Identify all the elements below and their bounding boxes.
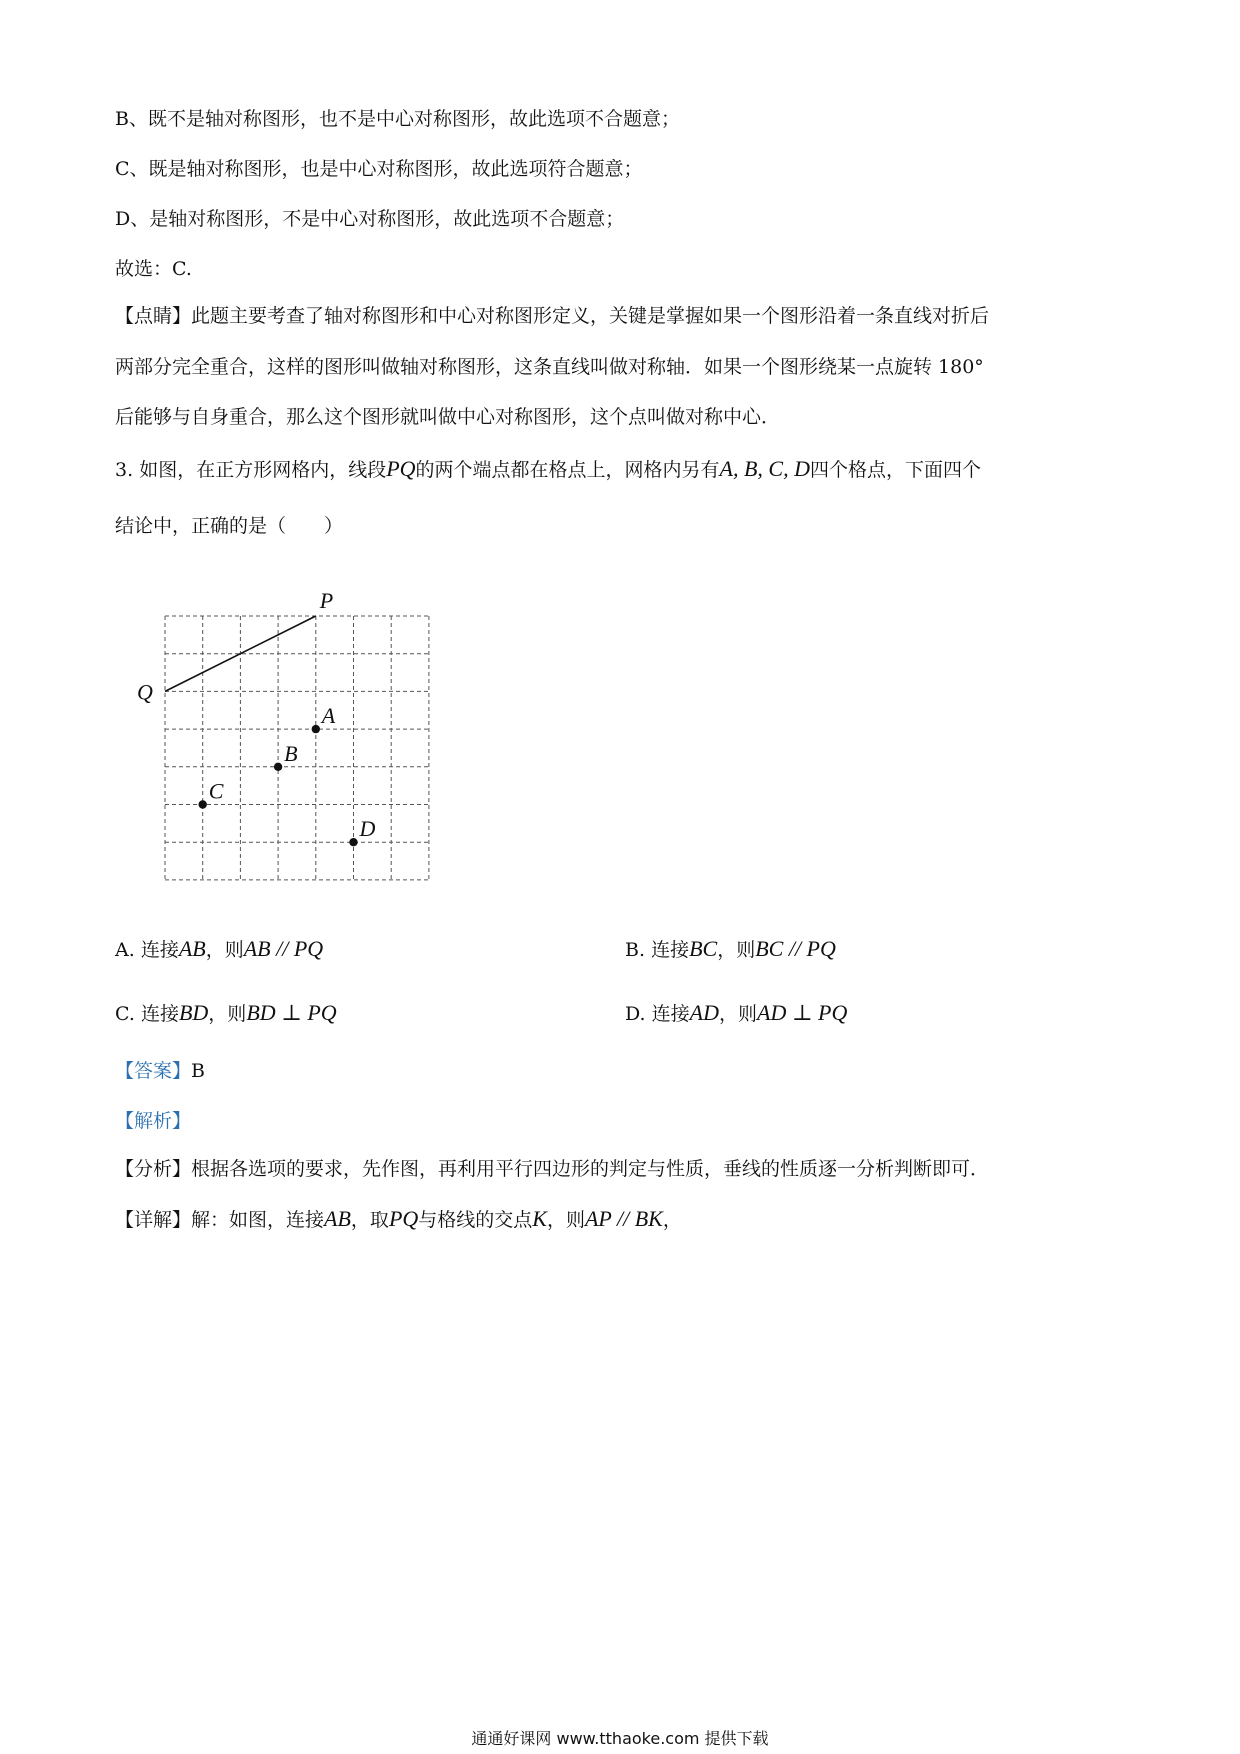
comment-line-3: 后能够与自身重合，那么这个图形就叫做中心对称图形，这个点叫做对称中心． — [115, 406, 781, 428]
detail-text-5: ， — [662, 1209, 682, 1231]
stem-text-a: 如图，在正方形网格内，线段 — [139, 459, 387, 481]
detail-text-1: 解：如图，连接 — [191, 1209, 325, 1231]
question-stem-2: 结论中，正确的是（ ） — [115, 515, 344, 537]
option-d-seg: AD — [689, 1000, 719, 1025]
question-number: 3. — [115, 459, 134, 481]
option-b-explanation: B、既不是轴对称图形，也不是中心对称图形，故此选项不合题意； — [115, 108, 680, 130]
option-c-word: 连接 — [140, 1003, 179, 1025]
label-b: B — [284, 740, 298, 766]
option-b-letter: B. — [625, 939, 646, 961]
segment-pq: PQ — [386, 456, 416, 481]
option-c[interactable] — [115, 1000, 337, 1027]
option-c-explanation: C、既是轴对称图形，也是中心对称图形，故此选项符合题意； — [115, 158, 643, 180]
option-a-word: 连接 — [140, 939, 179, 961]
point-c-dot — [199, 800, 207, 808]
detail-line — [115, 1206, 682, 1233]
answer-tag: 【答案】 — [115, 1060, 192, 1082]
conclusion: 故选：C. — [115, 258, 192, 280]
comment-line-2: 两部分完全重合，这样的图形叫做轴对称图形，这条直线叫做对称轴．如果一个图形绕某一点旋转 180° — [115, 356, 984, 378]
detail-text-2: ，取 — [350, 1209, 389, 1231]
point-d-dot — [349, 838, 357, 846]
option-a-relation: AB // PQ — [243, 936, 324, 961]
detail-k: K — [532, 1206, 547, 1231]
option-c-seg: BD — [178, 1000, 209, 1025]
analysis-tag-text: 【解析】 — [115, 1110, 192, 1132]
option-c-relation: BD ⊥ PQ — [246, 1000, 337, 1025]
label-d: D — [359, 816, 376, 842]
comment-tag: 【点睛】 — [115, 305, 192, 327]
answer-line — [115, 1058, 205, 1084]
label-p: P — [319, 588, 334, 613]
label-a: A — [321, 703, 336, 729]
option-b-relation: BC // PQ — [755, 936, 836, 961]
option-b-word: 连接 — [651, 939, 690, 961]
option-b-comma: ，则 — [717, 939, 756, 961]
stem-text-b: 的两个端点都在格点上，网格内另有 — [415, 459, 720, 481]
option-c-letter: C. — [115, 1003, 135, 1025]
footer-watermark: 通通好课网 www.tthaoke.com 提供下载 — [471, 1729, 769, 1748]
option-b[interactable] — [625, 936, 836, 963]
option-d-relation: AD ⊥ PQ — [757, 1000, 848, 1025]
option-d-letter: D. — [625, 1003, 646, 1025]
detail-tag: 【详解】 — [115, 1209, 192, 1231]
option-d-comma: ，则 — [719, 1003, 758, 1025]
detail-pq: PQ — [388, 1206, 419, 1231]
option-d[interactable] — [625, 1000, 847, 1027]
label-q: Q — [137, 679, 153, 705]
option-c-comma: ，则 — [208, 1003, 247, 1025]
comment-text-1: 此题主要考查了轴对称图形和中心对称图形定义，关键是掌握如果一个图形沿着一条直线对折后 — [191, 305, 990, 327]
points-list: A, B, C, D — [719, 456, 810, 481]
option-d-explanation: D、是轴对称图形，不是中心对称图形，故此选项不合题意； — [115, 208, 625, 230]
fenxi-text: 根据各选项的要求，先作图，再利用平行四边形的判定与性质，垂线的性质逐一分析判断即可． — [191, 1158, 990, 1180]
fenxi-line — [115, 1156, 989, 1182]
option-a-seg: AB — [178, 936, 206, 961]
option-b-seg: BC — [689, 936, 718, 961]
point-a-dot — [312, 725, 320, 733]
detail-ab: AB — [324, 1206, 351, 1231]
fenxi-tag: 【分析】 — [115, 1158, 192, 1180]
detail-text-3: 与格线的交点 — [418, 1209, 533, 1231]
comment-line-1 — [115, 303, 989, 329]
stem-text-c: 四个格点，下面四个 — [810, 459, 982, 481]
answer-value: B — [191, 1060, 205, 1082]
option-a-letter: A. — [115, 939, 135, 961]
analysis-tag — [115, 1108, 191, 1134]
option-d-word: 连接 — [651, 1003, 690, 1025]
label-c: C — [208, 778, 224, 804]
detail-text-4: ，则 — [546, 1209, 585, 1231]
option-a[interactable] — [115, 936, 323, 963]
grid-figure — [135, 588, 455, 888]
option-a-comma: ，则 — [205, 939, 244, 961]
point-b-dot — [274, 763, 282, 771]
detail-relation: AP // BK — [584, 1206, 663, 1231]
question-stem-1 — [115, 456, 981, 483]
